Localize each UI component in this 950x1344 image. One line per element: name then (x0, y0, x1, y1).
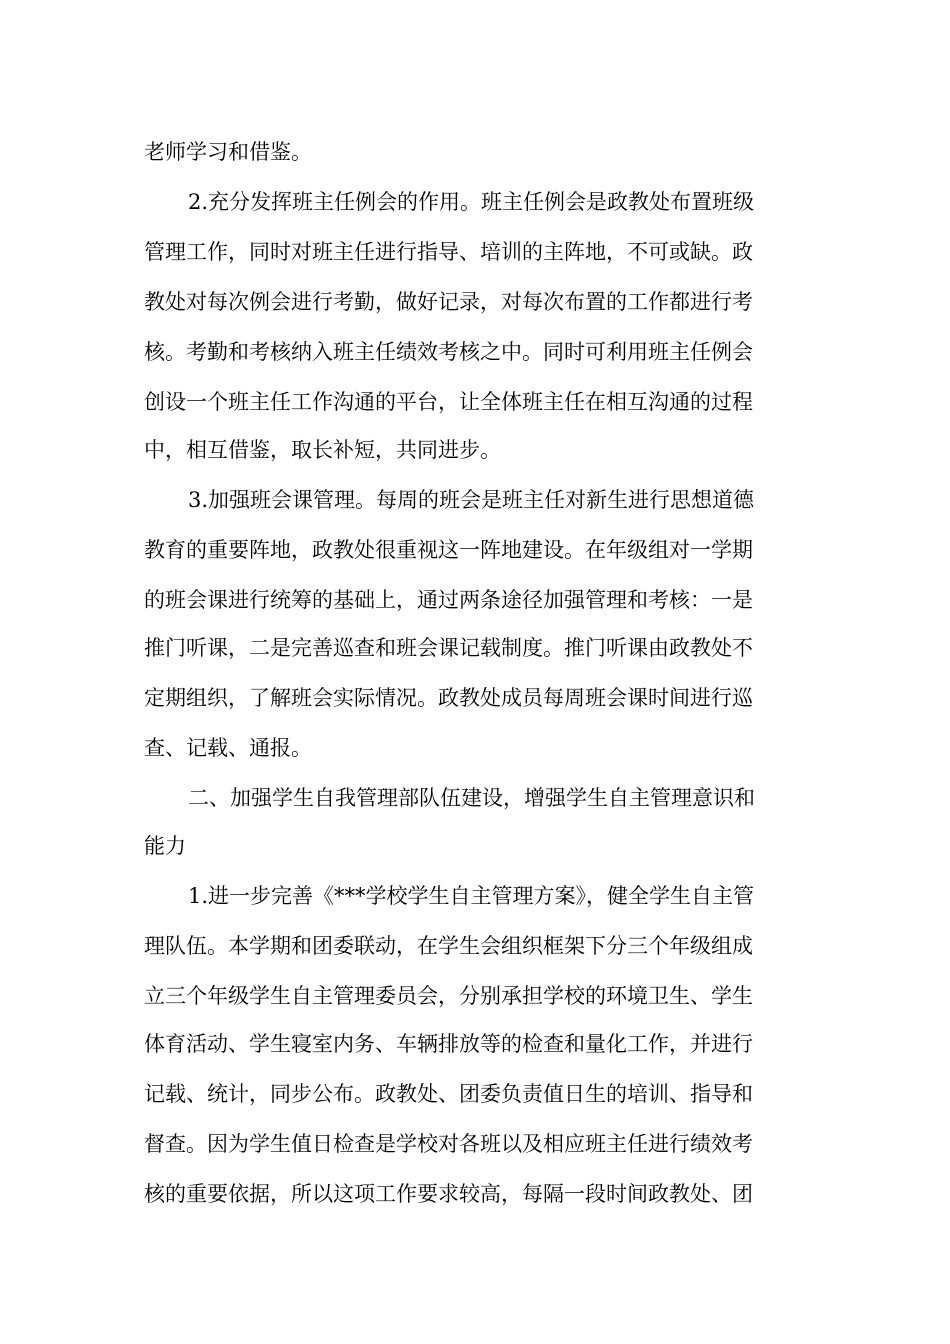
text-line: 核的重要依据，所以这项工作要求较高，每隔一段时间政教处、团 (144, 1182, 753, 1206)
text-line: 记载、统计，同步公布。政教处、团委负责值日生的培训、指导和 (144, 1082, 753, 1106)
text-line: 创设一个班主任工作沟通的平台，让全体班主任在相互沟通的过程 (144, 390, 753, 414)
text-line: 中，相互借鉴，取长补短，共同进步。 (144, 438, 501, 462)
text-line: 督查。因为学生值日检查是学校对各班以及相应班主任进行绩效考 (144, 1132, 753, 1156)
paragraph-first-line: 3.加强班会课管理。每周的班会是班主任对新生进行思想道德 (188, 488, 755, 512)
text-line: 老师学习和借鉴。 (144, 140, 312, 164)
paragraph-first-line: 1.进一步完善《***学校学生自主管理方案》，健全学生自主管 (188, 884, 755, 908)
text-line: 教育的重要阵地，政教处很重视这一阵地建设。在年级组对一学期 (144, 538, 753, 562)
section-heading: 能力 (144, 834, 186, 858)
text-line: 的班会课进行统筹的基础上，通过两条途径加强管理和考核：一是 (144, 588, 753, 612)
text-line: 体育活动、学生寝室内务、车辆排放等的检查和量化工作，并进行 (144, 1032, 753, 1056)
paragraph-first-line: 2.充分发挥班主任例会的作用。班主任例会是政教处布置班级 (188, 190, 755, 214)
text-line: 管理工作，同时对班主任进行指导、培训的主阵地，不可或缺。政 (144, 240, 753, 264)
text-line: 理队伍。本学期和团委联动，在学生会组织框架下分三个年级组成 (144, 934, 753, 958)
text-line: 定期组织，了解班会实际情况。政教处成员每周班会课时间进行巡 (144, 686, 753, 710)
text-line: 教处对每次例会进行考勤，做好记录，对每次布置的工作都进行考 (144, 290, 753, 314)
text-line: 核。考勤和考核纳入班主任绩效考核之中。同时可利用班主任例会 (144, 340, 753, 364)
section-heading: 二、加强学生自我管理部队伍建设，增强学生自主管理意识和 (188, 786, 755, 810)
text-line: 查、记载、通报。 (144, 736, 312, 760)
text-line: 推门听课，二是完善巡查和班会课记载制度。推门听课由政教处不 (144, 636, 753, 660)
text-line: 立三个年级学生自主管理委员会，分别承担学校的环境卫生、学生 (144, 984, 753, 1008)
